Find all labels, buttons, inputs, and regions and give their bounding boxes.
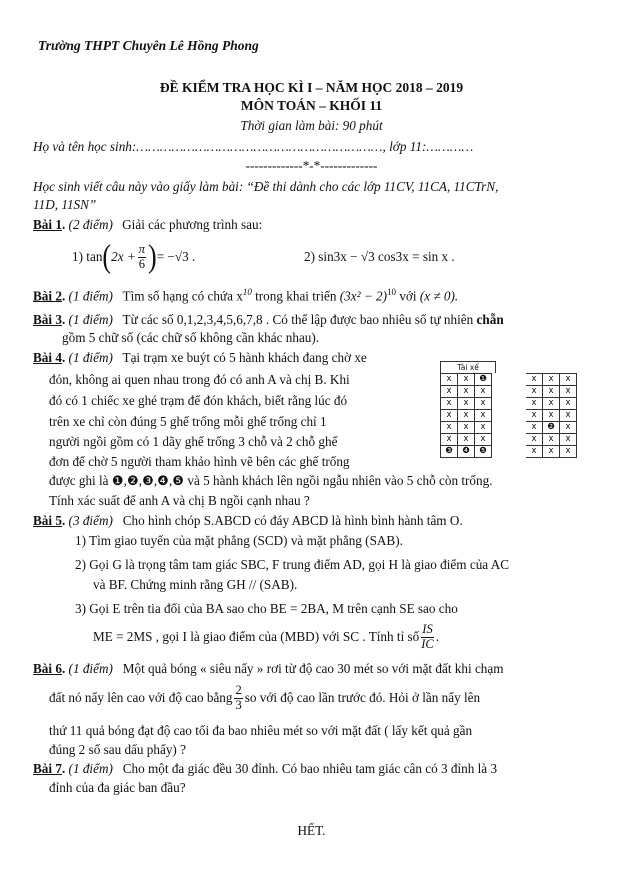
question-4-label: Bài 4 — [33, 350, 62, 365]
seat-mark-5: ❺ — [475, 446, 492, 458]
question-1-part-1: 1) tan ( 2x + $\frac{\pi}{6}$ ) = −√3 . — [72, 238, 196, 275]
question-6-text-2b: so với độ cao lần trước đó. Hỏi ở lần nẩy lên — [244, 689, 481, 705]
question-5-part-2-line-2: và BF. Chứng minh rằng GH // (SAB). — [93, 577, 298, 592]
question-6-points: (1 điểm) — [68, 661, 113, 676]
equation-rhs: = −√3 . — [156, 248, 196, 264]
exam-title: ĐỀ KIỂM TRA HỌC KÌ I – NĂM HỌC 2018 – 2019 — [159, 80, 464, 95]
question-6-text-2a: đất nó nẩy lên cao với độ cao bằng — [49, 689, 233, 705]
question-7-label: Bài 7 — [33, 761, 62, 776]
question-6-line-2 — [49, 680, 480, 716]
seat-mark-3: ❸ — [441, 446, 458, 458]
student-info-line: Họ và tên học sinh:………………………………………………………, lớp 11:………… — [33, 139, 474, 154]
seat-mark-1: ❶ — [475, 374, 492, 386]
note-line-1: Học sinh viết câu này vào giấy làm bài: “Đề thi dành cho các lớp 11CV, 11CA, 11CTrN, — [33, 179, 499, 194]
question-4-line-8: Tính xác suất để anh A và chị B ngồi cạnh nhau ? — [49, 493, 310, 508]
question-4-line-1: Bài 4. (1 điểm) Tại trạm xe buýt có 5 hành khách đang chờ xe — [33, 350, 367, 365]
question-2-points: (1 điểm) — [68, 288, 113, 304]
question-5-text: Cho hình chóp S.ABCD có đáy ABCD là hình bình hành tâm O. — [122, 513, 463, 528]
condition: (x ≠ 0). — [419, 288, 459, 304]
part-number: 1) — [72, 248, 83, 264]
question-2-label: Bài 2 — [33, 288, 62, 304]
two-thirds: $\frac{2}{3}$ — [235, 683, 242, 712]
question-5-header: Bài 5. (3 điểm) Cho hình chóp S.ABCD có đáy ABCD là hình bình hành tâm O. — [33, 513, 463, 528]
question-1-text: Giải các phương trình sau: — [122, 217, 263, 232]
question-6-line-1: Bài 6. (1 điểm) Một quả bóng « siêu nẩy » rơi từ độ cao 30 mét so với mặt đất khi chạm — [33, 661, 504, 676]
driver-label: Tài xế — [440, 361, 496, 373]
question-4-line-3: đó có 1 chiếc xe ghé trạm để đón khách, biết rằng lúc đó — [49, 393, 348, 408]
question-4-line-6: đơn để chờ 5 người tham khảo hình vẽ bên các ghế trống — [49, 454, 350, 469]
question-1-part-2: 2) sin3x − √3 cos3x = sin x . — [304, 249, 455, 264]
question-5-part-2-line-1: 2) Gọi G là trọng tâm tam giác SBC, F trung điểm AD, gọi H là giao điểm của AC — [75, 557, 510, 572]
question-5-label: Bài 5 — [33, 513, 62, 528]
question-2-text-c: với — [399, 288, 417, 304]
question-4-line-4: trên xe chỉ còn đúng 5 ghế trống mỗi ghế trống chỉ 1 — [49, 414, 327, 429]
pi-over-six: $\frac{\pi}{6}$ — [138, 242, 146, 271]
end-marker: HẾT. — [297, 823, 326, 838]
bus-seat-diagram: x x ❶ x x x x x x x x x x x x x x x x x x x x x x x x x ❷ x x x x x x x ❸ ❹ ❺ x x x — [440, 373, 577, 458]
tan-argument: 2x + — [111, 248, 136, 264]
question-3-points: (1 điểm) — [68, 312, 113, 327]
seat-mark-4: ❹ — [458, 446, 475, 458]
question-1-label: Bài 1 — [33, 217, 62, 232]
question-3-bold-word: chẵn — [476, 312, 504, 327]
question-7-line-2: đỉnh của đa giác ban đầu? — [49, 780, 186, 795]
question-4-points: (1 điểm) — [68, 350, 113, 365]
question-6-text-1: Một quả bóng « siêu nẩy » rơi từ độ cao 30 mét so với mặt đất khi chạm — [122, 661, 504, 676]
question-4-line-2: đón, không ai quen nhau trong đó có anh A và chị B. Khi — [49, 372, 350, 387]
binomial-expression: (3x² − 2) — [339, 288, 388, 304]
time-limit: Thời gian làm bài: 90 phút — [240, 118, 383, 133]
question-4-line-5: người ngồi gồm có 1 dãy ghế trống 3 chỗ và 2 chỗ ghế — [49, 434, 338, 449]
question-4-line-7: được ghi là ❶,❷,❸,❹,❺ và 5 hành khách lên ngồi ngẫu nhiên vào 5 chỗ còn trống. — [49, 473, 493, 488]
question-3-line-2: gồm 5 chữ số (các chữ số không cần khác nhau). — [62, 330, 320, 345]
school-name: Trường THPT Chuyên Lê Hồng Phong — [38, 38, 259, 53]
question-5-part-3-line-2: ME = 2MS , gọi I là giao điểm của (MBD) với SC . Tính tỉ số $\frac{IS}{IC}$ . — [93, 622, 440, 651]
question-7-text-1: Cho một đa giác đều 30 đỉnh. Có bao nhiêu tam giác cân có 3 đỉnh là 3 — [122, 761, 498, 776]
exponent-10: 10 — [242, 287, 252, 297]
question-5-part-3-text: ME = 2MS , gọi I là giao điểm của (MBD) với SC . Tính tỉ số — [93, 628, 420, 644]
question-1-points: (2 điểm) — [68, 217, 113, 232]
question-4-text-1: Tại trạm xe buýt có 5 hành khách đang chờ xe — [122, 350, 367, 365]
question-2-text-a: Tìm số hạng có chứa x — [122, 288, 243, 304]
question-3-label: Bài 3 — [33, 312, 62, 327]
question-6-line-4: đúng 2 số sau dấu phẩy) ? — [49, 742, 186, 757]
question-2-text-b: trong khai triển — [255, 288, 337, 304]
note-line-2: 11D, 11SN” — [33, 197, 97, 212]
question-5-points: (3 điểm) — [68, 513, 113, 528]
question-7-points: (1 điểm) — [68, 761, 113, 776]
question-3-line-1: Bài 3. (1 điểm) Từ các số 0,1,2,3,4,5,6,7,8 . Có thể lập được bao nhiêu số tự nhiên chẵn — [33, 312, 504, 327]
tan-function: tan — [86, 248, 103, 264]
separator: -------------*-*------------- — [245, 158, 378, 173]
seat-mark-2: ❷ — [543, 422, 560, 434]
question-2: Bài 2. (1 điểm) Tìm số hạng có chứa $x^{10}$ trong khai triển $(3x^2 - 2)^{10}$ với (x ≠ 0). — [33, 287, 459, 304]
binomial-power: 10 — [387, 287, 397, 297]
subject-title: MÔN TOÁN – KHỐI 11 — [240, 98, 383, 113]
question-6-label: Bài 6 — [33, 661, 62, 676]
question-5-part-1: 1) Tìm giao tuyến của mặt phẳng (SCD) và mặt phẳng (SAB). — [75, 533, 403, 548]
question-7-line-1: Bài 7. (1 điểm) Cho một đa giác đều 30 đỉnh. Có bao nhiêu tam giác cân có 3 đỉnh là 3 — [33, 761, 498, 776]
ratio-is-over-ic: $\frac{IS}{IC}$ — [421, 622, 434, 651]
question-1-header: Bài 1. (2 điểm) Giải các phương trình sau: — [33, 217, 263, 232]
question-6-line-3: thứ 11 quả bóng đạt độ cao tối đa bao nhiêu mét so với mặt đất ( lấy kết quả gần — [49, 723, 473, 738]
question-5-part-3-line-1: 3) Gọi E trên tia đối của BA sao cho BE = 2BA, M trên cạnh SE sao cho — [75, 601, 458, 616]
question-3-text: Từ các số 0,1,2,3,4,5,6,7,8 . Có thể lập được bao nhiêu số tự nhiên — [122, 312, 474, 327]
